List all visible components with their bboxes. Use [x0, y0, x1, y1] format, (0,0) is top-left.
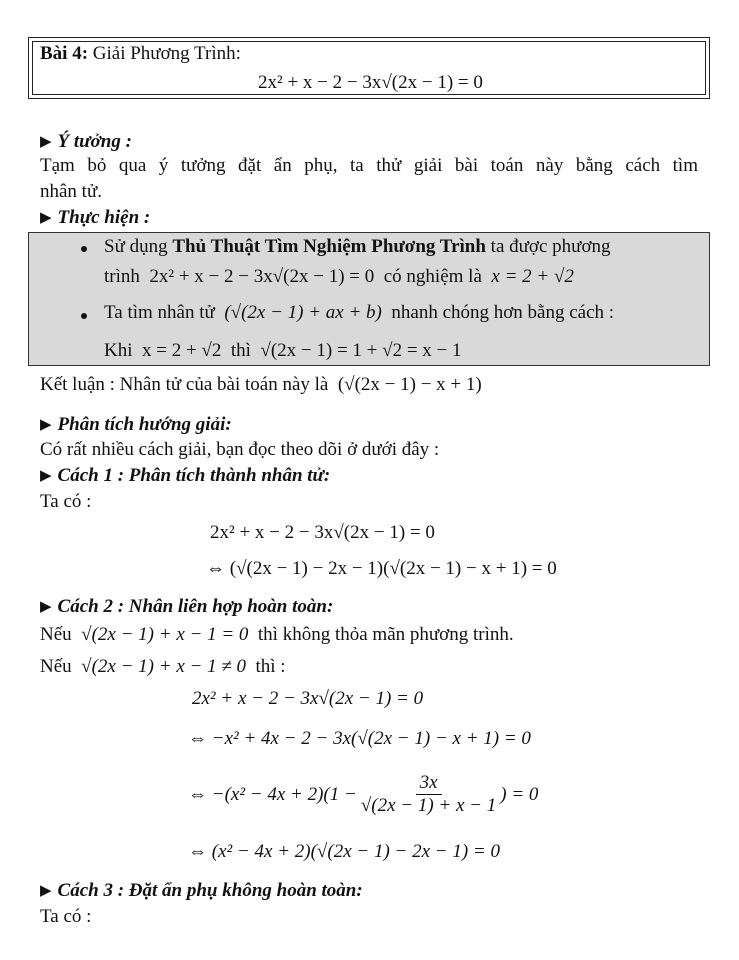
problem-title-text: Giải Phương Trình:	[92, 43, 241, 64]
eq3-post: ) = 0	[500, 783, 539, 805]
conclusion-text: Kết luận : Nhân tử của bài toán này là	[40, 374, 329, 395]
line3-condition: x = 2 + √2	[142, 340, 222, 361]
eq3-denominator: √(2x − 1) + x − 1	[360, 795, 497, 816]
conclusion	[40, 374, 482, 396]
method1-equation-2: ⇔ (√(2x − 1) − 2x − 1)(√(2x − 1) − x + 1) = 0	[206, 558, 557, 579]
bullet1-bold: Thủ Thuật Tìm Nghiệm Phương Trình	[172, 236, 486, 257]
bullet1-line2-pre: trình	[104, 266, 140, 287]
method3-intro: Ta có :	[40, 906, 92, 927]
idea-text-line2: nhân tử.	[40, 181, 103, 202]
method1-heading: ▶ Cách 1 : Phân tích thành nhân tử:	[40, 465, 330, 487]
case2-pre: Nếu	[40, 656, 72, 677]
eq3-pre: ⇔ −(x² − 4x + 2)(1 −	[188, 783, 357, 805]
method2-heading: ▶ Cách 2 : Nhân liên hợp hoàn toàn:	[40, 596, 333, 618]
problem-label: Bài 4:	[40, 43, 89, 64]
method2-equation-1: 2x² + x − 2 − 3x√(2x − 1) = 0	[192, 688, 424, 709]
line3-equation: √(2x − 1) = 1 + √2 = x − 1	[260, 340, 462, 361]
problem-title	[40, 43, 241, 65]
method1-intro: Ta có :	[40, 491, 92, 512]
bullet2-line2	[104, 340, 462, 362]
eq3-fraction	[361, 772, 496, 817]
bullet2-pre: Ta tìm nhân tử	[104, 302, 215, 323]
bullet1-line2	[104, 266, 574, 288]
bullet1-root: x = 2 + √2	[491, 266, 574, 287]
idea-heading: ▶ Ý tưởng :	[40, 131, 132, 153]
method3-heading: ▶ Cách 3 : Đặt ẩn phụ không hoàn toàn:	[40, 880, 363, 902]
bullet2-line1	[104, 302, 614, 324]
method2-equation-4: ⇔ (x² − 4x + 2)(√(2x − 1) − 2x − 1) = 0	[188, 841, 500, 862]
bullet-dot	[81, 246, 87, 252]
analysis-text: Có rất nhiều cách giải, bạn đọc theo dõi ở dưới đây :	[40, 439, 440, 460]
case2-post: thì :	[255, 656, 286, 677]
method1-equation-1: 2x² + x − 2 − 3x√(2x − 1) = 0	[210, 522, 435, 543]
case1-pre: Nếu	[40, 624, 72, 645]
idea-text-line1: Tạm bỏ qua ý tưởng đặt ẩn phụ, ta thử giải bài toán này bằng cách tìm	[40, 155, 698, 176]
case2-equation: √(2x − 1) + x − 1 ≠ 0	[81, 656, 246, 677]
bullet-dot	[81, 313, 87, 319]
line3-mid: thì	[230, 340, 251, 361]
method2-equation-3	[188, 772, 538, 817]
analysis-heading: ▶ Phân tích hướng giải:	[40, 414, 232, 436]
problem-equation: 2x² + x − 2 − 3x√(2x − 1) = 0	[258, 72, 483, 93]
case1-equation: √(2x − 1) + x − 1 = 0	[81, 624, 249, 645]
bullet1-equation: 2x² + x − 2 − 3x√(2x − 1) = 0	[149, 266, 375, 287]
bullet1-line1	[104, 236, 611, 258]
bullet1-post: ta được phương	[485, 236, 611, 257]
case1-post: thì không thỏa mãn phương trình.	[257, 624, 514, 645]
method2-case1	[40, 624, 514, 646]
conclusion-factor: (√(2x − 1) − x + 1)	[337, 374, 482, 395]
line3-pre: Khi	[104, 340, 133, 361]
bullet2-expression: (√(2x − 1) + ax + b)	[224, 302, 382, 323]
implementation-heading: ▶ Thực hiện :	[40, 207, 150, 229]
bullet2-post: nhanh chóng hơn bằng cách :	[391, 302, 615, 323]
bullet1-line2-mid: có nghiệm là	[383, 266, 482, 287]
bullet1-pre: Sử dụng	[104, 236, 173, 257]
method2-case2	[40, 656, 286, 678]
eq3-numerator: 3x	[416, 772, 442, 795]
method2-equation-2: ⇔ −x² + 4x − 2 − 3x(√(2x − 1) − x + 1) = 0	[188, 728, 531, 749]
